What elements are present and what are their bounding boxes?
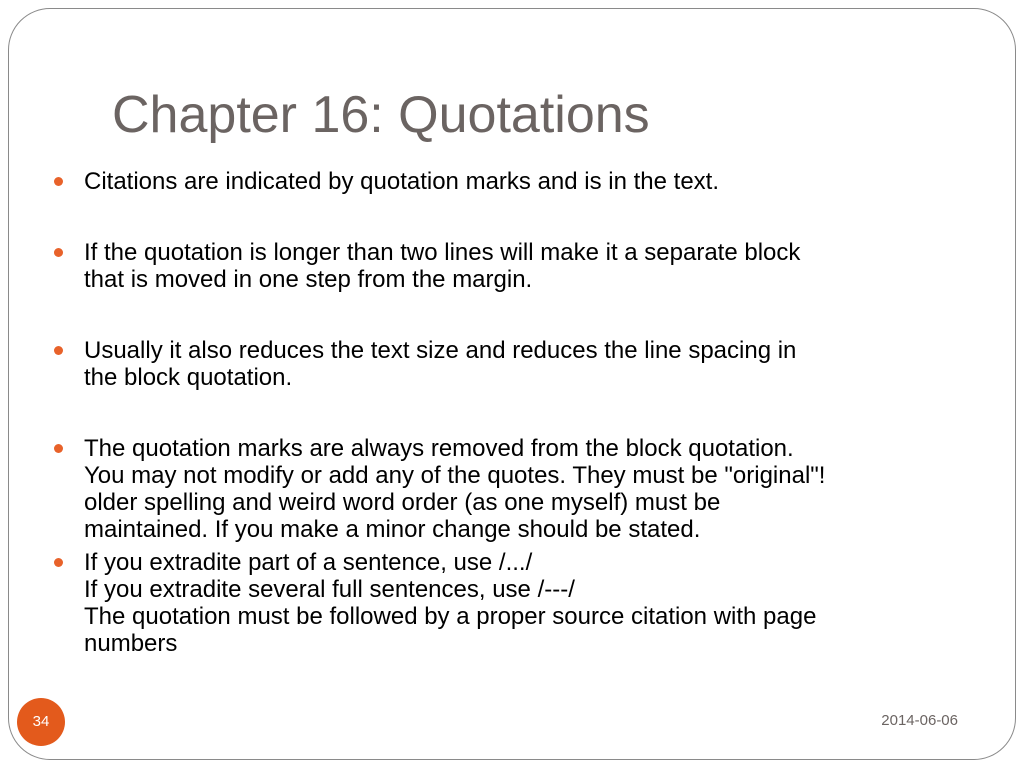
bullet-text-line: that is moved in one step from the margin. [84,266,533,293]
bullet-item [84,435,984,543]
bullet-text-line: Citations are indicated by quotation marks and is in the text. [84,168,720,195]
bullet-text-line: You may not modify or add any of the quotes. They must be "original"! [84,462,826,489]
bullet-text-line: If the quotation is longer than two lines will make it a separate block [84,239,801,266]
bullet-dot-icon [54,346,63,355]
bullet-item [84,239,984,293]
bullet-text-line: Usually it also reduces the text size and reduces the line spacing in [84,337,797,364]
bullet-text-line: the block quotation. [84,364,293,391]
slide-date: 2014-06-06 [881,712,958,729]
bullet-dot-icon [54,248,63,257]
slide-title: Chapter 16: Quotations [112,86,650,144]
bullet-list [84,168,984,657]
bullet-dot-icon [54,177,63,186]
bullet-dot-icon [54,444,63,453]
slide-number-badge: 34 [17,698,65,746]
bullet-text-line: older spelling and weird word order (as one myself) must be [84,489,721,516]
bullet-text-line: If you extradite part of a sentence, use /.../ [84,549,533,576]
bullet-text-line: The quotation must be followed by a proper source citation with page [84,603,817,630]
bullet-text-line: If you extradite several full sentences, use /---/ [84,576,575,603]
bullet-item [84,549,984,657]
bullet-dot-icon [54,558,63,567]
bullet-item [84,337,984,391]
bullet-text-line: numbers [84,630,178,657]
bullet-text-line: The quotation marks are always removed from the block quotation. [84,435,794,462]
bullet-item [84,168,984,195]
bullet-text-line: maintained. If you make a minor change should be stated. [84,516,701,543]
